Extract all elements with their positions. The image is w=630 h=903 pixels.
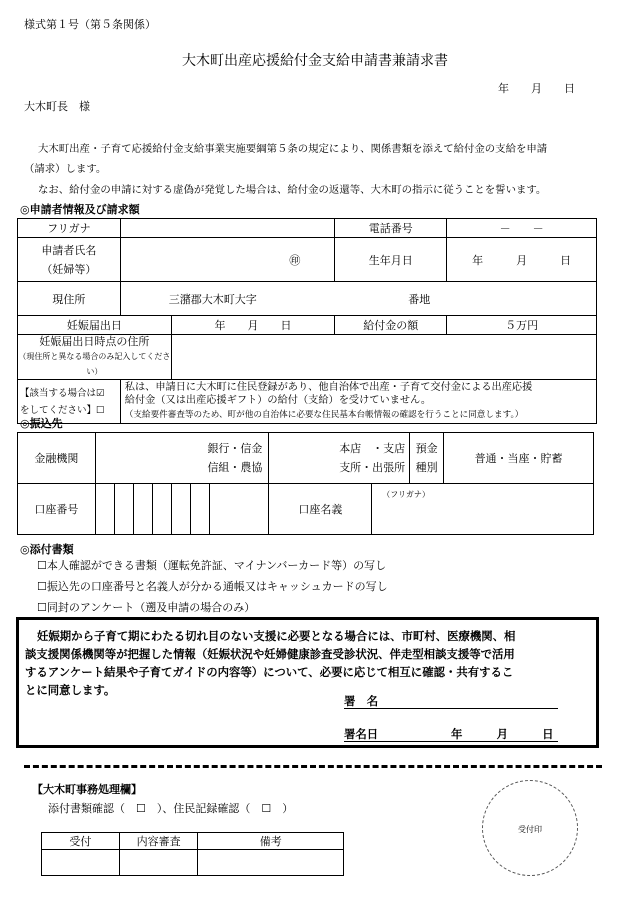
- attachment-item[interactable]: ☐同封のアンケート（遡及申請の場合のみ）: [37, 601, 256, 614]
- office-cell-remarks[interactable]: [198, 850, 344, 876]
- office-checks[interactable]: 添付書類確認（ ☐ ）、住民記録確認（ ☐ ）: [48, 802, 294, 815]
- consent-box: [16, 617, 599, 748]
- pregnancy-date-input[interactable]: 年 月 日: [171, 316, 335, 335]
- branch-types-1: 本店 ・支店: [339, 442, 406, 455]
- phone-input[interactable]: － －: [447, 219, 597, 238]
- pregnancy-address-label: [18, 335, 172, 380]
- attachment-item[interactable]: ☐本人確認ができる書類（運転免許証、マイナンバーカード等）の写し: [37, 559, 387, 572]
- address-label: 現住所: [18, 282, 121, 316]
- address-prefix: 三潴郡大木町大字: [168, 292, 257, 306]
- furigana-label: フリガナ: [18, 219, 121, 238]
- reception-stamp-label: 受付印: [518, 825, 542, 834]
- pregnancy-address-label-text: 妊娠届出日時点の住所: [39, 335, 150, 348]
- declaration-line-3: （支給要件審査等のため、町が他の自治体に必要な住民基本台帳情報の確認を行うことに同意します。）: [124, 409, 524, 420]
- account-digit-box[interactable]: [171, 484, 190, 535]
- declaration-text: [120, 380, 596, 424]
- account-digit-box[interactable]: [209, 484, 269, 535]
- bank-types-2: 信組・農協: [207, 461, 263, 474]
- intro-line-1b: （請求）します。: [24, 163, 107, 175]
- name-label: [18, 238, 121, 282]
- section-bank-heading: ◎振込先: [20, 417, 63, 430]
- furigana-input[interactable]: [120, 219, 335, 238]
- office-heading: 【大木町事務処理欄】: [32, 783, 142, 796]
- bank-types-1: 銀行・信金: [207, 442, 263, 455]
- phone-label: 電話番号: [335, 219, 447, 238]
- account-digit-box[interactable]: [190, 484, 209, 535]
- declaration-checkbox[interactable]: をしてください】☐: [20, 404, 105, 416]
- consent-line-3: するアンケート結果や子育てガイドの内容等）について、必要に応じて相互に確認・共有するこ: [25, 665, 514, 679]
- consent-line-2: 談支援関係機関等が把握した情報（妊娠状況や妊婦健康診査受診状況、伴走型相談支援等で活用: [25, 647, 515, 661]
- deposit-label-1: 預金: [415, 442, 438, 455]
- cut-line: [24, 765, 602, 768]
- date-line[interactable]: 年 月 日: [498, 82, 575, 95]
- consent-line-4: とに同意します。: [25, 683, 116, 697]
- account-name-label: 口座名義: [269, 484, 372, 535]
- intro-line-2: なお、給付金の申請に対する虚偽が発覚した場合は、給付金の返還等、大木町の指示に従うことを誓います。: [38, 184, 547, 196]
- pregnancy-address-note: （現住所と異なる場合のみ記入してください）: [18, 352, 171, 376]
- declaration-line-1: 私は、申請日に大木町に住民登録があり、他自治体で出産・子育て交付金による出産応援: [124, 381, 533, 393]
- deposit-type-label: [410, 433, 444, 484]
- consent-line-1: 妊娠期から子育て期にわたる切れ目のない支援に必要となる場合には、市町村、医療機関、相: [37, 629, 516, 643]
- name-label-line2: （妊婦等）: [41, 262, 97, 276]
- account-digit-box[interactable]: [133, 484, 152, 535]
- pregnancy-date-label: 妊娠届出日: [18, 316, 172, 335]
- deposit-type-options[interactable]: 普通・当座・貯蓄: [444, 433, 594, 484]
- section-attach-heading: ◎添付書類: [20, 543, 74, 556]
- office-cell-review[interactable]: [119, 850, 198, 876]
- account-number-label: 口座番号: [18, 484, 96, 535]
- account-digit-box[interactable]: [95, 484, 114, 535]
- section-applicant-heading: ◎申請者情報及び請求額: [20, 203, 140, 216]
- signature-label: 署 名: [344, 694, 379, 708]
- deposit-label-2: 種別: [415, 461, 438, 474]
- pregnancy-address-input[interactable]: [171, 335, 596, 380]
- account-digit-box[interactable]: [152, 484, 171, 535]
- seal-mark: ㊞: [289, 253, 301, 267]
- page-title: 大木町出産応援給付金支給申請書兼請求書: [182, 53, 448, 69]
- address-input[interactable]: [120, 282, 596, 316]
- intro-line-1: 大木町出産・子育て応援給付金支給事業実施要綱第５条の規定により、関係書類を添えて給付金の支給を申請: [38, 143, 548, 155]
- signature-date-value[interactable]: 年 月 日: [451, 727, 554, 741]
- consent-text: [25, 627, 595, 699]
- office-table: [41, 832, 344, 876]
- institution-input[interactable]: [95, 433, 269, 484]
- declaration-line-2: 給付金（又は出産応援ギフト）の給付（支給）を受けていません。: [124, 395, 432, 407]
- reception-stamp-area[interactable]: [482, 780, 578, 876]
- applicant-table: [17, 218, 597, 424]
- office-col-reception: 受付: [42, 833, 120, 850]
- addressee: 大木町長 様: [24, 100, 90, 113]
- office-cell-reception[interactable]: [42, 850, 120, 876]
- office-col-remarks: 備考: [198, 833, 344, 850]
- declaration-check-label-1: 【該当する場合は☑: [20, 387, 105, 399]
- amount-value: ５万円: [447, 316, 597, 335]
- amount-label: 給付金の額: [335, 316, 447, 335]
- birth-label: 生年月日: [335, 238, 447, 282]
- signature-date-label: 署名日: [344, 727, 379, 741]
- signature-line[interactable]: [344, 708, 558, 709]
- address-suffix: 番地: [408, 292, 431, 306]
- account-name-input[interactable]: [372, 484, 594, 535]
- birth-input[interactable]: 年 月 日: [447, 238, 597, 282]
- signature-date-line: [344, 741, 558, 742]
- attachment-item[interactable]: ☐振込先の口座番号と名義人が分かる通帳又はキャッシュカードの写し: [37, 580, 388, 593]
- institution-label: 金融機関: [18, 433, 96, 484]
- branch-input[interactable]: [269, 433, 410, 484]
- name-label-line1: 申請者氏名: [41, 243, 97, 257]
- branch-types-2: 支所・出張所: [339, 461, 406, 474]
- account-digit-box[interactable]: [114, 484, 133, 535]
- name-input[interactable]: [120, 238, 335, 282]
- form-number: 様式第１号（第５条関係）: [24, 18, 156, 31]
- bank-table: [17, 432, 594, 535]
- account-name-furigana: （フリガナ）: [382, 490, 430, 499]
- office-col-review: 内容審査: [119, 833, 198, 850]
